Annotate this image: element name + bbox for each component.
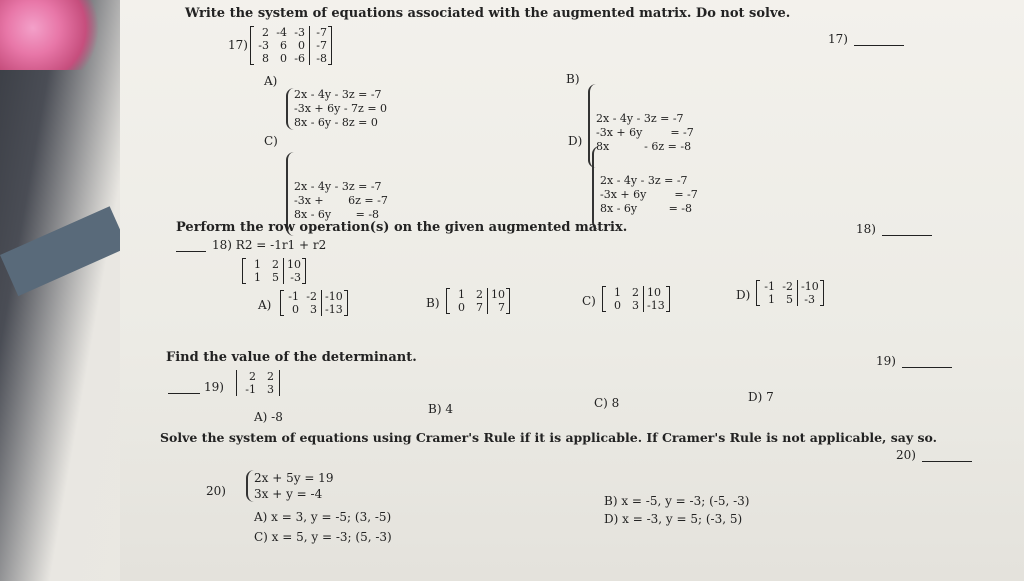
q20-answer[interactable]: 20) xyxy=(896,448,972,462)
q18-choice-d-matrix: -1 -2 -10 1 5 -3 xyxy=(756,280,824,306)
q18-answer[interactable]: 18) xyxy=(856,222,932,236)
q18-matrix: 1 2 10 1 5 -3 xyxy=(242,258,306,284)
q17-choice-b-label[interactable]: B) xyxy=(566,72,580,86)
q19-number-line[interactable]: 19) xyxy=(168,380,224,394)
q17-choice-c-system: 2x - 4y - 3z = -7 -3x + 6z = -7 8x - 6y = -8 xyxy=(286,152,388,236)
q18-instruction: Perform the row operation(s) on the given augmented matrix. xyxy=(176,220,628,235)
background-flower xyxy=(0,0,110,70)
q17-matrix: 2 -4 -3 -7 -3 6 0 -7 8 0 -6 -8 xyxy=(250,26,332,65)
q18-operation: R2 = -1r1 + r2 xyxy=(235,238,327,252)
q19-choice-d[interactable]: D) 7 xyxy=(748,390,774,404)
q19-determinant: 2 2 -1 3 xyxy=(236,370,280,396)
q20-instruction: Solve the system of equations using Cramer's Rule if it is applicable. If Cramer's Rule is not applicable, say so. xyxy=(160,430,937,445)
q19-instruction: Find the value of the determinant. xyxy=(166,350,417,365)
q18-choice-c-label[interactable]: C) xyxy=(582,294,596,308)
q17-number: 17) xyxy=(228,38,248,52)
q18-choice-c-matrix: 1 2 10 0 3 -13 xyxy=(602,286,670,312)
q18-choice-b-matrix: 1 2 10 0 7 7 xyxy=(446,288,510,314)
q18-choice-d-label[interactable]: D) xyxy=(736,288,751,302)
q18-choice-a-label[interactable]: A) xyxy=(258,298,272,312)
q18-choice-b-label[interactable]: B) xyxy=(426,296,440,310)
q17-choice-c-label[interactable]: C) xyxy=(264,134,278,148)
q20-choice-b[interactable]: B) x = -5, y = -3; (-5, -3) xyxy=(604,494,750,508)
q19-answer[interactable]: 19) xyxy=(876,354,952,368)
q17-instruction: Write the system of equations associated with the augmented matrix. Do not solve. xyxy=(185,6,791,21)
q17-choice-a-system: 2x - 4y - 3z = -7 -3x + 6y - 7z = 0 8x - 6y - 8z = 0 xyxy=(286,88,387,130)
q18-choice-a-matrix: -1 -2 -10 0 3 -13 xyxy=(280,290,348,316)
q19-choice-a[interactable]: A) -8 xyxy=(254,410,283,424)
q18-number-line[interactable]: 18) R2 = -1r1 + r2 xyxy=(176,238,326,252)
q17-choice-d-system: 2x - 4y - 3z = -7 -3x + 6y = -7 8x - 6y = -8 xyxy=(592,146,698,230)
q20-choice-c[interactable]: C) x = 5, y = -3; (5, -3) xyxy=(254,530,392,544)
q17-choice-a-label[interactable]: A) xyxy=(264,74,278,88)
q20-number: 20) xyxy=(206,484,226,498)
q20-choice-a[interactable]: A) x = 3, y = -5; (3, -5) xyxy=(254,510,392,524)
q20-system: 2x + 5y = 19 3x + y = -4 xyxy=(246,470,333,502)
q19-choice-c[interactable]: C) 8 xyxy=(594,396,620,410)
q17-answer[interactable]: 17) xyxy=(828,32,904,46)
q17-choice-b-system: 2x - 4y - 3z = -7 -3x + 6y = -7 8x - 6z = -8 xyxy=(588,84,694,168)
q19-choice-b[interactable]: B) 4 xyxy=(428,402,453,416)
q20-choice-d[interactable]: D) x = -3, y = 5; (-3, 5) xyxy=(604,512,743,526)
q17-choice-d-label[interactable]: D) xyxy=(568,134,583,148)
background-pen xyxy=(0,206,128,296)
